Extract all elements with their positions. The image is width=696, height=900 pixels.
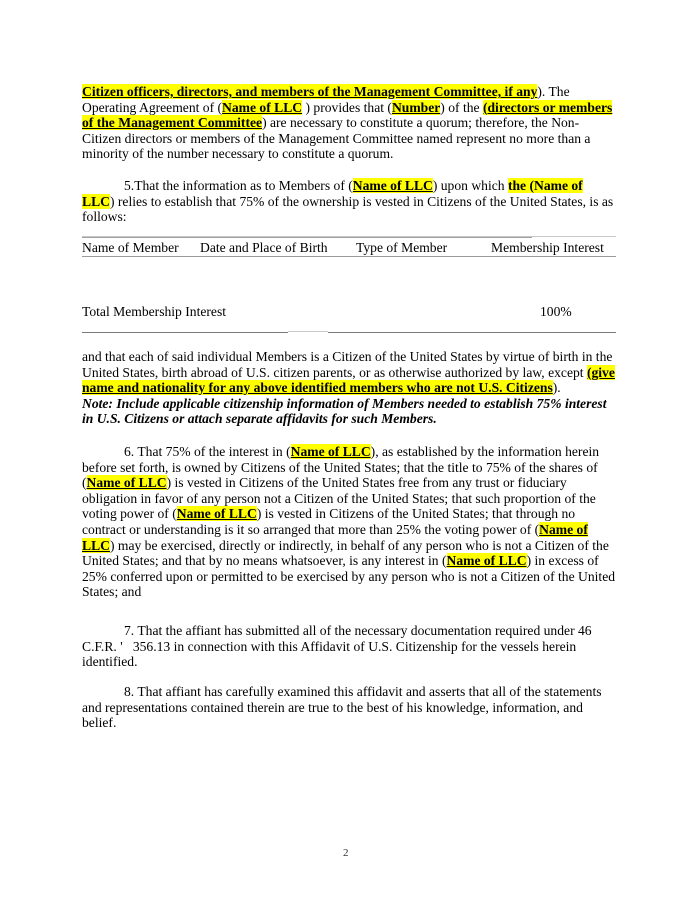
placeholder-non-citizen-members: (give name and nationality for any above identified members who are not U.S. Citizens [82, 364, 615, 396]
table-top-rule-dark [82, 237, 532, 238]
citizenship-note: Note: Include applicable citizenship information of Members needed to establish 75% interest in U.S. Citizens or attach separate affidavits for such Members. [82, 395, 607, 427]
paragraph-quorum [82, 84, 616, 162]
text-segment: ). The Operating Agreement of ( [82, 84, 570, 115]
placeholder-llc-name: Name of LLC [86, 475, 167, 491]
placeholder-the-llc-name: the (Name of LLC [82, 178, 583, 209]
paragraph-6 [82, 444, 616, 600]
text-segment: ). [552, 380, 561, 396]
table-header-rule [82, 256, 616, 257]
placeholder-citizen-officers: Citizen officers, directors, and members of the Management Committee, if any [82, 84, 538, 99]
text-segment: and that each of said individual Members is a Citizen of the United States by virtue of birth in the United States, birth abroad of U.S. citizen parents, or as otherwise authorized by law, except [82, 349, 613, 380]
table-bottom-rule-mid [288, 331, 328, 332]
total-value: 100% [540, 304, 572, 319]
table-bottom-rule-right [328, 332, 616, 333]
column-header-birth: Date and Place of Birth [200, 240, 328, 255]
text-segment: 6. That 75% of the interest in ( [124, 444, 291, 459]
placeholder-directors-or-members: (directors or members of the Management Committee [82, 99, 613, 131]
placeholder-llc-name: Name of LLC [222, 99, 303, 115]
text-segment: ) provides that ( [302, 99, 392, 115]
paragraph-7: 7. That the affiant has submitted all of the necessary documentation required under 46 C.F.R. ' 356.13 in connection with this Affidavit of U.S. Citizenship for the vessels herein identified. [82, 623, 595, 670]
column-header-type: Type of Member [356, 240, 448, 255]
paragraph-5 [82, 178, 616, 225]
table-bottom-rule-left [82, 332, 288, 333]
placeholder-llc-name: Name of LLC [290, 444, 371, 459]
paragraph-citizenship [82, 349, 616, 427]
text-segment: 5.That the information as to Members of ( [124, 178, 353, 193]
column-header-interest: Membership Interest [491, 240, 604, 255]
placeholder-llc-name: Name of LLC [82, 521, 588, 553]
text-segment: ) of the [440, 99, 483, 115]
paragraph-8: 8. That affiant has carefully examined this affidavit and asserts that all of the statements and representations contained therein are true to the best of his knowledge, information, and belief. [82, 684, 602, 731]
total-label: Total Membership Interest [82, 304, 227, 319]
column-header-name: Name of Member [82, 240, 179, 255]
text-segment: ) in excess of 25% conferred upon or permitted to be exercised by any person who is not a Citizen of the United States; and [82, 553, 616, 600]
text-segment: ), as established by the information herein before set forth, is owned by Citizens of the United States; that the title to 75% of the shares of ( [82, 444, 600, 491]
text-segment: ) is vested in Citizens of the United States free from any trust or fiduciary obligation in favor of any person not a Citizen of the United States; that such proportion of the voting power of ( [82, 475, 596, 522]
text-segment: ) is vested in Citizens of the United States; that through no contract or understanding is it so arranged that more than 25% the voting power of ( [82, 506, 576, 537]
text-segment: ) may be exercised, directly or indirectly, in behalf of any person who is not a Citizen of the United States; and that by no means whatsoever, is any interest in ( [82, 537, 609, 569]
text-segment: ) relies to establish that 75% of the ownership is vested in Citizens of the United States, is as follows: [82, 193, 614, 225]
placeholder-number: Number [391, 99, 441, 115]
placeholder-llc-name: Name of LLC [176, 506, 257, 522]
text-segment: ) are necessary to constitute a quorum; therefore, the Non-Citizen directors or members of the Management Committee named represent no more than a minority of the number necessary to constitute a quorum. [82, 115, 591, 162]
text-segment: ) upon which [432, 178, 508, 193]
page-number: 2 [343, 847, 349, 859]
placeholder-llc-name: Name of LLC [446, 553, 527, 569]
placeholder-llc-name: Name of LLC [352, 178, 433, 193]
